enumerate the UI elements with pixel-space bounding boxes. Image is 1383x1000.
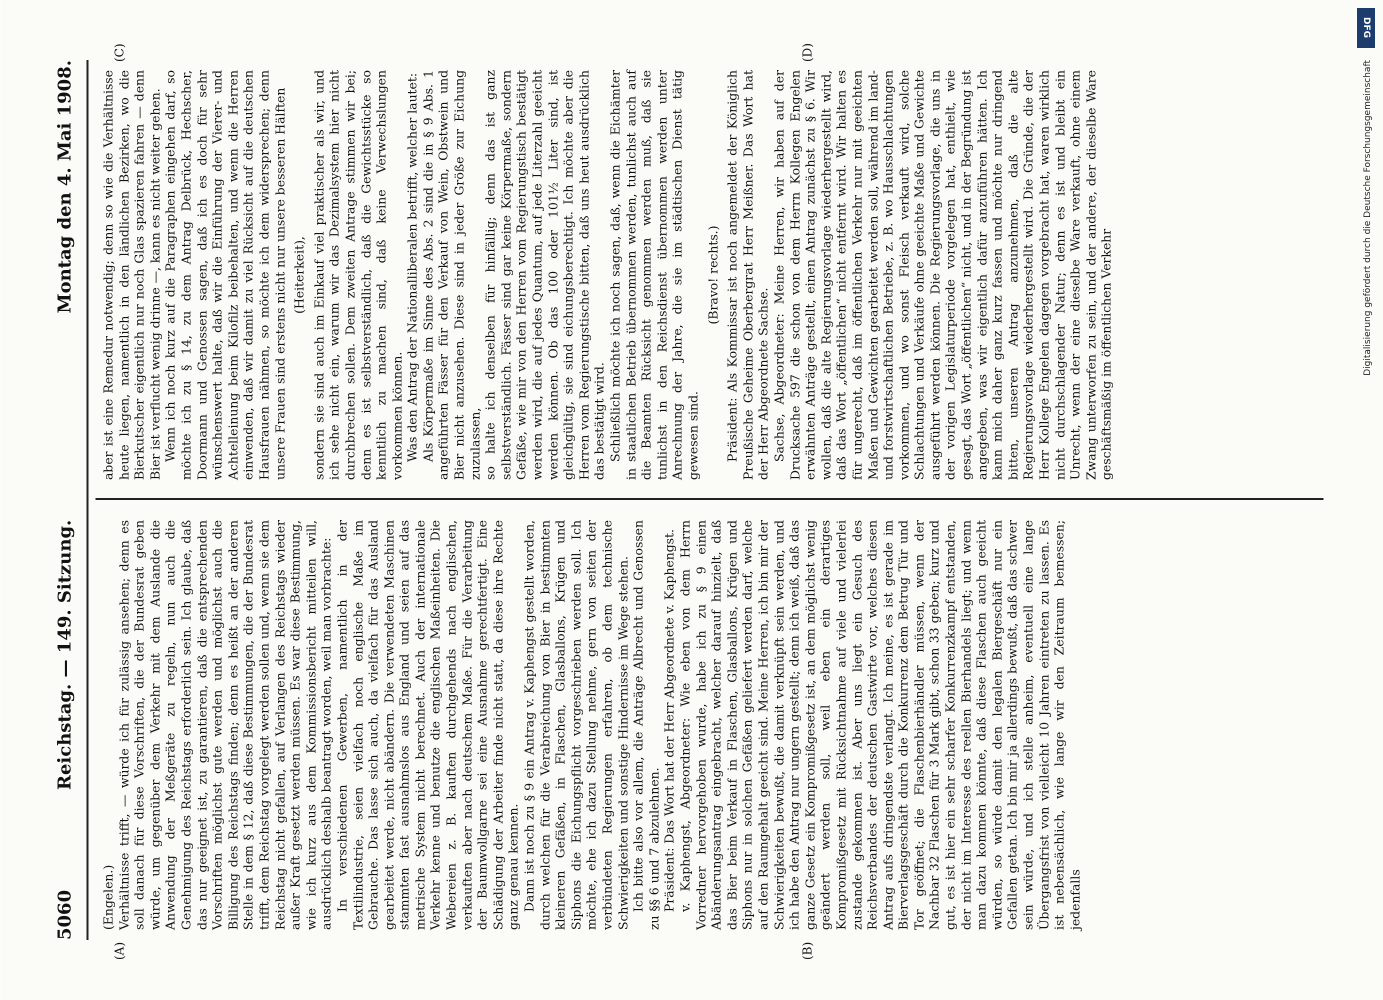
president-remark: Präsident: Als Kommissar ist noch angemeldet der Königlich Preußische Geheime Oberbergrat Herr Meißner. Das Wort hat der Herr Abgeordnete Sachse.	[724, 70, 771, 480]
column-divider	[95, 498, 1323, 500]
page-header	[48, 60, 82, 940]
dfg-logo: DFG	[1357, 8, 1375, 48]
header-rule	[86, 60, 88, 940]
paragraph: Dann ist noch zu § 9 ein Antrag v. Kaphengst gestellt worden, durch welchen für die Verabreichung von Bier in bestimmten kleineren Gefäßen, in Flaschen, Glasballons, Krügen und Siphons die Eichungspflicht vorgeschrieben werden soll. Ich möchte, ehe ich dazu Stellung nehme, gern von seiten der verbündeten Regierungen erfahren, ob dem technische Schwierigkeiten und sonstige Hindernisse im Wege stehen.	[521, 520, 630, 930]
paragraph: Was den Antrag der Nationalliberalen betrifft, welcher lautet:	[404, 72, 420, 462]
margin-mark-c: (C)	[112, 43, 126, 62]
president-remark: Präsident: Das Wort hat der Herr Abgeordnete v. Kaphengst.	[661, 529, 677, 912]
digitization-note: Digitalisierung gefördert durch die Deutsche Forschungsgemeinschaft	[1363, 60, 1373, 376]
speech-paragraph: Sachse, Abgeordneter: Meine Herren, wir haben auf der Drucksache 597 die schon von dem Herrn Kollegen Engelen erwähnten Anträge gestellt, einen Antrag zunächst zu § 6. Wir wollen, daß die alte Regierungsvorlage wiederhergestellt wird, daß das Wort „öffentlichen“ nicht entfernt wird. Wir halten es für ungerecht, daß im öffentlichen Verkehr nur mit geeichten Maßen und Gewichten gearbeitet werden soll, während im land- und forstwirtschaftlichen Betriebe, z. B. wo Hausschlachtungen vorkommen, und wo sonst Fleisch verkauft wird, solche Schlachtungen und Verkäufe ohne geeichte Maße und Gewichte ausgeführt werden können. Die Regierungsvorlage, die uns in der vorigen Legislaturperiode vorgelegen hat, enthielt, wie gesagt, das Wort „öffentlichen“ nicht, und in der Begründung ist angegeben, was wir eigentlich dafür anzuführen hätten. Ich kann mich daher ganz kurz fassen und möchte nur dringend bitten, unseren Antrag anzunehmen, daß die alte Regierungsvorlage wiederhergestellt wird. Die Gründe, die der Herr Kollege Engelen dagegen vorgebracht hat, waren wirklich nicht durchschlagender Natur; denn es ist und bleibt ein Unrecht, wenn der eine dieselbe Ware verkauft, ohne einem Zwang unterworfen zu sein, und der andere, der dieselbe Ware geschäftsmäßig im öffentlichen Verkehr	[770, 70, 1114, 480]
right-column	[100, 70, 1114, 480]
paragraph: Ich bitte also vor allem, die Anträge Albrecht und Genossen zu §§ 6 und 7 abzulehnen.	[630, 520, 661, 930]
interjection: (Bravo! rechts.)	[704, 225, 720, 325]
paragraph: Wenn ich noch kurz auf die Paragraphen eingehen darf, so möchte ich zu § 14, zu dem Antrag Delbrück, Hechscher, Doormann und Genossen sagen, daß ich es doch für sehr wünschenswert halte, daß wir die Einführung der Vierer- und Achtelleinung beim Kilofilz beibehalten, und wenn die Herren einwenden, daß wir damit zu viel Rücksicht auf die deutschen Hausfrauen nähmen, so möchte ich dem widersprechen; denn unsere Frauen sind erstens nicht nur unsere besseren Hälften	[162, 70, 287, 480]
interjection: (Heiterkeit),	[291, 236, 307, 314]
left-column	[100, 520, 1082, 930]
paragraph: aber ist eine Remedur notwendig; denn so wie die Verhältnisse heute liegen, namentlich in den ländlichen Bezirken, wo die Bierkutscher eigentlich nur noch Glas spazieren fahren — denn Bier ist verflucht wenig drinne —, kann es nicht weiter gehen.	[100, 70, 162, 480]
speaker-tag: (Engelen.)	[100, 864, 115, 930]
header-right-title: Montag den 4. Mai 1908.	[54, 60, 75, 314]
paragraph: sondern sie sind auch im Einkauf viel praktischer als wir, und ich sehe nicht ein, warum wir das Dezimalsystem hier nicht durchbrechen sollen. Dem zweiten Antrage stimmen wir bei; denn es ist selbstverständlich, daß die Gewichtsstücke so kenntlich zu machen sind, daß keine Verwechslungen vorkommen können.	[310, 70, 404, 480]
margin-mark-b: (B)	[800, 941, 814, 960]
margin-mark-a: (A)	[112, 941, 126, 960]
paragraph: Schließlich möchte ich noch sagen, daß, wenn die Eichämter in staatlichen Betrieb übernommen werden, tunlichst auch auf die Beamten Rücksicht genommen werden muß, daß sie tunlichst in den Reichsdienst übernommen werden unter Anrechnung der Jahre, die sie im städtischen Dienst tätig gewesen sind.	[607, 70, 700, 480]
margin-mark-d: (D)	[800, 43, 814, 62]
page-number: 5060	[54, 889, 75, 940]
quoted-paragraph: In verschiedenen Gewerben, namentlich in der Textilindustrie, seien vielfach noch englische Maße im Gebrauche. Das lasse sich auch, da vielfach für das Ausland gearbeitet werde, nicht abändern. Die verwendeten Maschinen stammten fast ausnahmslos aus England und seien auf das metrische System nicht berechnet. Auch der internationale Verkehr kenne und benutze die englischen Maßeinheiten. Die Webereien z. B. kauften durchgehends nach englischen, verkauften aber nach deutschem Maße. Für die Verarbeitung der Baumwollgarne sei eine Ausnahme gerechtfertigt. Eine Schädigung der Arbeiter finde nicht statt, da diese ihre Rechte ganz genau kennen.	[333, 520, 521, 930]
header-left-title: Reichstag. — 149. Sitzung.	[54, 519, 75, 790]
paragraph: so halte ich denselben für hinfällig; denn das ist ganz selbstverständlich. Fässer sind gar keine Körpermaße, sondern Gefäße, wie mir von den Herren vom Regierungstisch bestätigt werden wird, die auf jedes Quantum, auf jede Literzahl geeicht werden können. Ob das 100 oder 101½ Liter sind, ist gleichgültig, sie sind eichungsberechtigt. Ich möchte aber die Herren vom Regierungstische bitten, daß uns heut ausdrücklich das bestätigt wird.	[482, 70, 607, 480]
paragraph: Verhältnisse trifft, — würde ich für zulässig ansehen; denn es soll danach für diese Vorschriften, die der Bundesrat geben würde, um gegenüber dem Verkehr mit dem Auslande die Anwendung der Meßgeräte zu regeln, nun auch die Genehmigung des Reichstags erforderlich sein. Ich glaube, daß das nur geeignet ist, zu garantieren, daß die entsprechenden Vorschriften möglichst gute werden und möglichst auch die Billigung des Reichstags finden; denn es heißt an der anderen Stelle in dem § 12, daß diese Bestimmungen, die der Bundesrat trifft, dem Reichstag vorgelegt werden sollen und, wenn sie dem Reichstag nicht gefallen, auf Verlangen des Reichstags wieder außer Kraft gesetzt werden müssen. Es war diese Bestimmung, wie ich kurz aus dem Kommissionsbericht mitteilen will, ausdrücklich deshalb beantragt worden, weil man vorbrachte:	[115, 520, 334, 930]
speech-paragraph: v. Kaphengst, Abgeordneter: Wie eben von dem Herrn Vorredner hervorgehoben wurde, habe ich zu § 9 einen Abänderungsantrag eingebracht, welcher darauf hinzielt, daß das Bier beim Verkauf in Flaschen, Glasballons, Krügen und Siphons nur in solchen Gefäßen geliefert werden darf, welche auf den Raumgehalt geeicht sind. Meine Herren, ich bin mir der Schwierigkeiten bewußt, die damit verknüpft sein werden, und ich habe den Antrag nur ungern gestellt; denn ich weiß, daß das ganze Gesetz ein Kompromißgesetz ist, an dem möglichst wenig geändert werden soll, weil eben ein derartiges Kompromißgesetz mit Rücksichtnahme auf viele und vielerlei zustande gekommen ist. Aber uns liegt ein Gesuch des Reichsverbandes der deutschen Gastwirte vor, welches diesen Antrag aufs dringendste verlangt. Ich meine, es ist gerade im Bierverlagsgeschäft durch die Konkurrenz dem Betrug Tür und Tor geöffnet; die Flaschenbierhändler müssen, wenn der Nachbar 32 Flaschen für 3 Mark gibt, schon 33 geben; kurz und gut, es ist hier ein sehr scharfer Konkurrenzkampf entstanden, der nicht im Interesse des reellen Bierhandels liegt; und wenn man dazu kommen könnte, daß diese Flaschen auch geeicht würden, so würde damit den legalen Biergeschäft nur ein Gefallen getan. Ich bin mir ja allerdings bewußt, daß das schwer sein würde, und ich stelle anheim, eventuell eine lange Übergangsfrist von vielleicht 10 Jahren eintreten zu lassen. Es ist nebensächlich, wie lange wir den Zeitraum bemessen; jedenfalls	[676, 520, 1082, 930]
quoted-motion: Als Körpermaße im Sinne des Abs. 2 sind die in § 9 Abs. 1 angeführten Fässer für den Verkauf von Wein, Obstwein und Bier nicht anzusehen. Diese sind in jeder Größe zur Eichung zuzulassen,	[419, 70, 482, 480]
